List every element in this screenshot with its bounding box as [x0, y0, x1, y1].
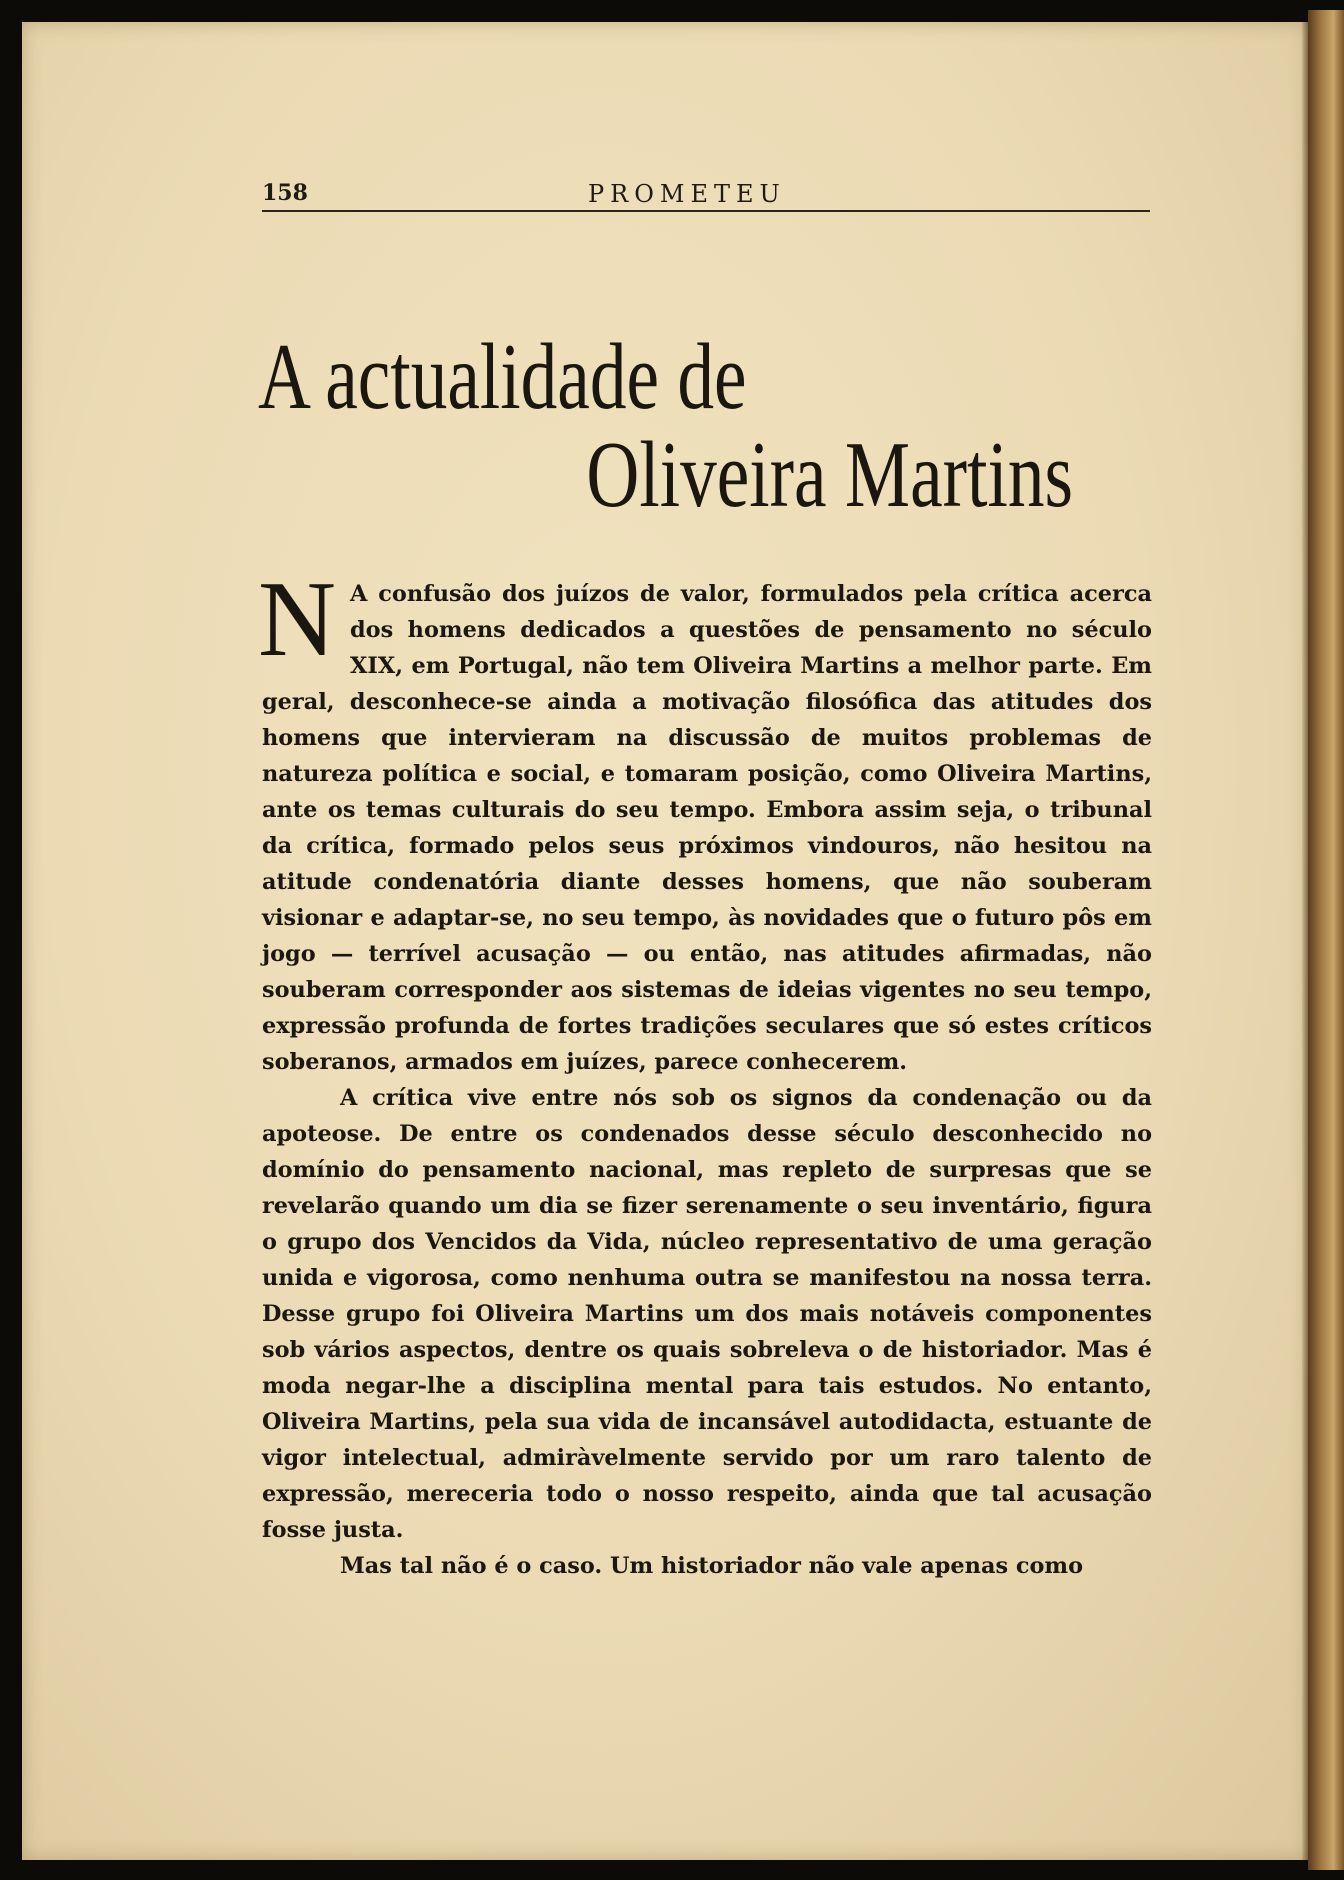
article-title-line-2: Oliveira Martins: [586, 423, 1074, 527]
running-head: [262, 180, 1150, 212]
article-title-line-1: A actualidade de: [258, 325, 747, 429]
article-title: [258, 325, 1074, 527]
paragraph-1: [258, 560, 1152, 1080]
running-title: PROMETEU: [588, 180, 786, 208]
paragraph-1-text: A confusão dos juízos de valor, formulados pela crítica acerca dos homens dedicados a questões de pensamento no século XIX, em Portugal, não tem Oliveira Martins a melhor parte. Em geral, desconhece-se ainda a motivação filosófica das atitudes dos homens que intervieram na discussão de muitos problemas de natureza política e social, e tomaram posição, como Oliveira Martins, ante os temas culturais do seu tempo. Embora assim seja, o tribunal da crítica, formado pelos seus próximos vindouros, não hesitou na atitude condenatória diante desses homens, que não souberam visionar e adaptar-se, no seu tempo, às novidades que o futuro pôs em jogo — terrível acusação — ou então, nas atitudes afirmadas, não souberam corresponder aos sistemas de ideias vigentes no seu tempo, expressão profunda de fortes tradições seculares que só estes críticos soberanos, armados em juízes, parece conhecerem.: [262, 581, 1152, 1075]
facing-page-edge: [1308, 10, 1344, 1870]
page-number: 158: [262, 180, 308, 206]
article-body: [258, 560, 1152, 1584]
drop-cap: N: [258, 560, 336, 679]
page-gutter: [1302, 22, 1308, 1860]
paragraph-3: Mas tal não é o caso. Um historiador não vale apenas como: [340, 1553, 1084, 1579]
paragraph-2: A crítica vive entre nós sob os signos da condenação ou da apoteose. De entre os condenados desse século desconhecido no domínio do pensamento nacional, mas repleto de surpresas que se revelarão quando um dia se fizer serenamente o seu inventário, figura o grupo dos Vencidos da Vida, núcleo representativo de uma geração unida e vigorosa, como nenhuma outra se manifestou na nossa terra. Desse grupo foi Oliveira Martins um dos mais notáveis componentes sob vários aspectos, dentre os quais sobreleva o de historiador. Mas é moda negar-lhe a disciplina mental para tais estudos. No entanto, Oliveira Martins, pela sua vida de incansável autodidacta, estuante de vigor intelectual, admiràvelmente servido por um raro talento de expressão, mereceria todo o nosso respeito, ainda que tal acusação fosse justa.: [262, 1085, 1152, 1543]
